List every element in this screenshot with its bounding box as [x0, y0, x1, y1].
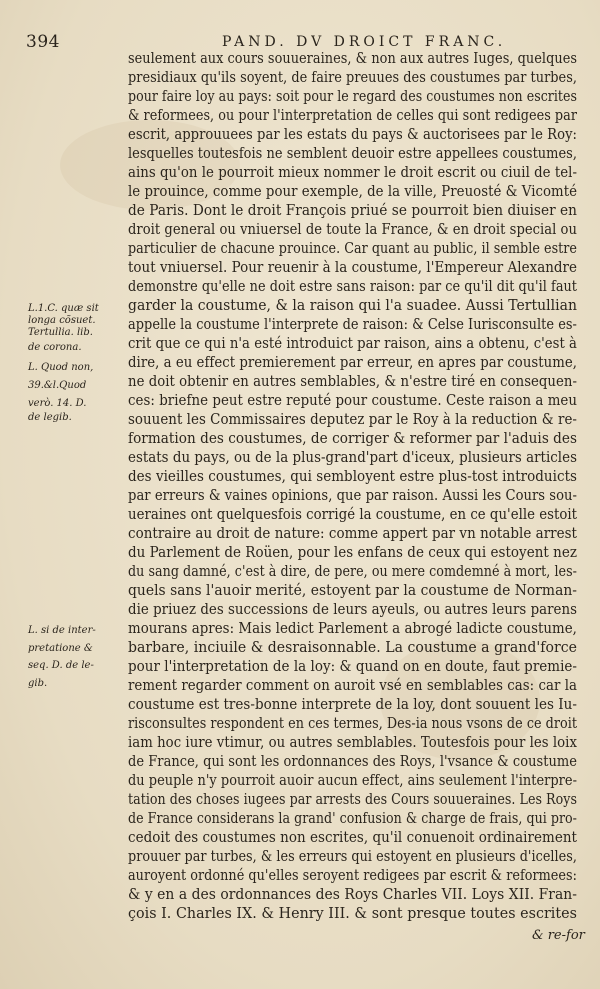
text-line: dire, a eu effect premierement par erreur, en apres par coustume,: [128, 353, 578, 371]
text-line: coustume est tres-bonne interprete de la loy, dont souuent les Iu-: [128, 695, 577, 713]
text-line: ueraines ont quelquesfois corrigé la coustume, en ce qu'elle estoit: [128, 505, 578, 523]
text-line: du Parlement de Roüen, pour les enfans de ceux qui estoyent nez: [128, 543, 578, 561]
text-line: pour l'interpretation de la loy: & quand on en doute, faut premie-: [128, 657, 578, 675]
text-line: souuent les Commissaires deputez par le Roy à la reduction & re-: [128, 410, 577, 428]
text-line: seulement aux cours souueraines, & non aux autres Iuges, quelques: [128, 49, 578, 67]
text-line: lesquelles toutesfois ne semblent deuoir estre appellees coustumes,: [128, 144, 577, 162]
text-line: iam hoc iure vtimur, ou autres semblables. Toutesfois pour les loix: [128, 733, 577, 751]
text-line: de France considerans la grand' confusion & charge de frais, qui pro-: [128, 809, 577, 827]
text-line: tation des choses iugees par arrests des Cours souueraines. Les Roys: [128, 790, 577, 808]
text-line: formation des coustumes, de corriger & reformer par l'aduis des: [128, 429, 578, 447]
text-line: & reformees, ou pour l'interpretation de celles qui sont redigees par: [128, 106, 578, 124]
text-line: çois I. Charles IX. & Henry III. & sont presque toutes escrites: [128, 904, 577, 922]
text-line: crit que ce qui n'a esté introduict par raison, ains a obtenu, c'est à: [128, 334, 577, 352]
margin-note: seq. D. de le-: [28, 660, 94, 671]
text-line: des vieilles coustumes, qui sembloyent estre plus-tost introduicts: [128, 467, 577, 485]
text-line: droit general ou vniuersel de toute la France, & en droit special ou: [128, 220, 577, 238]
text-line: du sang damné, c'est à dire, de pere, ou mere comdemné à mort, les-: [128, 562, 577, 580]
text-line: demonstre qu'elle ne doit estre sans raison: par ce qu'il dit qu'il faut: [128, 277, 578, 295]
text-line: garder la coustume, & la raison qui l'a suadee. Aussi Tertullian: [128, 296, 578, 314]
text-line: escrit, approuuees par les estats du pays & auctorisees par le Roy:: [128, 125, 578, 143]
text-line: & y en a des ordonnances des Roys Charles VII. Loys XII. Fran-: [128, 885, 577, 903]
text-line: particulier de chacune prouince. Car quant au public, il semble estre: [128, 239, 577, 257]
margin-note: L. Quod non,: [28, 362, 94, 373]
margin-note: de corona.: [28, 342, 82, 353]
text-line: prouuer par turbes, & les erreurs qui estoyent en plusieurs d'icelles,: [128, 847, 577, 865]
text-line: pour faire loy au pays: soit pour le regard des coustumes non escrites: [128, 87, 577, 105]
text-line: presidiaux qu'ils soyent, de faire preuues des coustumes par turbes,: [128, 68, 578, 86]
text-line: quels sans l'auoir merité, estoyent par la coustume de Norman-: [128, 581, 578, 599]
running-head: PAND. DV DROICT FRANC.: [222, 34, 507, 50]
text-line: risconsultes respondent en ces termes, Des-ia nous vsons de ce droit: [128, 714, 578, 732]
text-line: auroyent ordonné qu'elles seroyent redigees par escrit & reformees:: [128, 866, 577, 884]
page-number: 394: [26, 32, 60, 52]
margin-note: Tertullia. lib.: [28, 327, 93, 338]
margin-note: de legib.: [28, 412, 72, 423]
text-line: rement regarder comment on auroit vsé en semblables cas: car la: [128, 676, 578, 694]
margin-note: L.1.C. quæ sit: [28, 303, 99, 314]
text-line: contraire au droit de nature: comme appert par vn notable arrest: [128, 524, 577, 542]
text-line: appelle la coustume l'interprete de raison: & Celse Iurisconsulte es-: [128, 315, 577, 333]
text-line: barbare, inciuile & desraisonnable. La coustume a grand'force: [128, 638, 577, 656]
text-line: ne doit obtenir en autres semblables, & n'estre tiré en consequen-: [128, 372, 577, 390]
text-line: de Paris. Dont le droit François priué se pourroit bien diuiser en: [128, 201, 578, 219]
margin-note: pretatione &: [28, 643, 93, 654]
text-line: du peuple n'y pourroit auoir aucun effect, ains seulement l'interpre-: [128, 771, 577, 789]
text-line: ces: briefne peut estre reputé pour coustume. Ceste raison a meu: [128, 391, 577, 409]
margin-note: verò. 14. D.: [28, 398, 87, 409]
margin-note: L. si de inter-: [28, 625, 96, 636]
text-line: le prouince, comme pour exemple, de la ville, Preuosté & Vicomté: [128, 182, 578, 200]
margin-note: longa cõsuet.: [28, 315, 96, 326]
text-line: de France, qui sont les ordonnances des Roys, l'vsance & coustume: [128, 752, 577, 770]
text-line: par erreurs & vaines opinions, que par raison. Aussi les Cours sou-: [128, 486, 577, 504]
text-line: die priuez des successions de leurs ayeuls, ou autres leurs parens: [128, 600, 578, 618]
text-line: mourans apres: Mais ledict Parlement a abrogé ladicte coustume,: [128, 619, 577, 637]
text-line: estats du pays, ou de la plus-grand'part d'iceux, plusieurs articles: [128, 448, 577, 466]
margin-note: 39.&l.Quod: [28, 380, 87, 391]
text-line: cedoit des coustumes non escrites, qu'il conuenoit ordinairement: [128, 828, 578, 846]
catchword: & re-for: [532, 928, 585, 943]
text-line: tout vniuersel. Pour reuenir à la coustume, l'Empereur Alexandre: [128, 258, 577, 276]
margin-note: gib.: [28, 678, 48, 689]
text-line: ains qu'on le pourroit mieux nommer le droit escrit ou ciuil de tel-: [128, 163, 577, 181]
